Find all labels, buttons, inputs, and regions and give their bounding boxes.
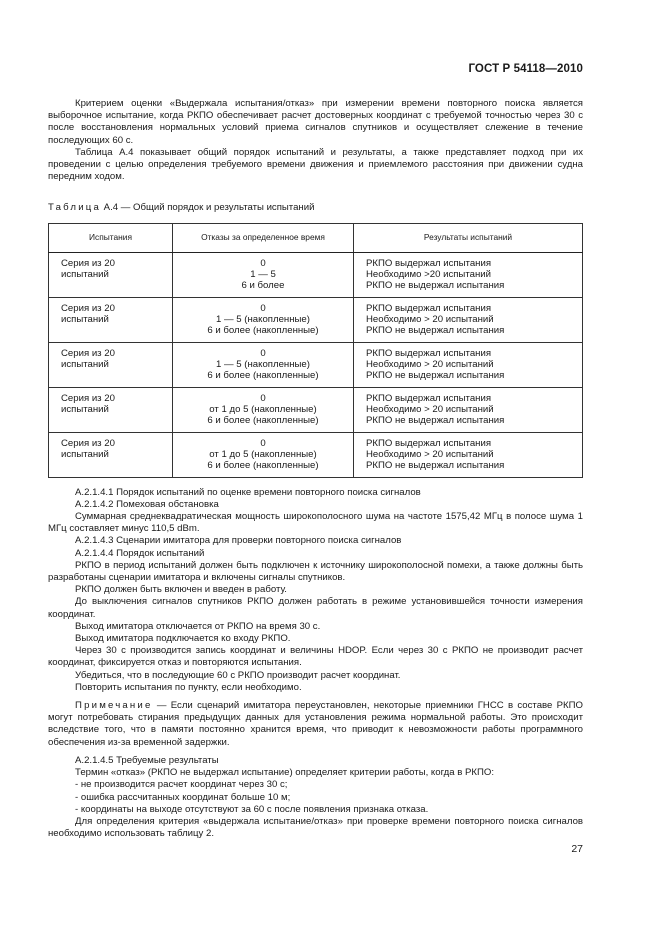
table-caption [48,202,583,214]
cell-test: Серия из 20 испытаний [49,387,173,432]
paragraph: Для определения критерия «выдержала испытание/отказ» при проверке времени повторного поиска сигналов необходимо использовать таблицу 2. [48,815,583,840]
list-item: - не производится расчет координат через 30 с; [75,779,288,791]
cell-results: РКПО выдержал испытания Необходимо > 20 испытаний РКПО не выдержал испытания [354,387,583,432]
paragraph: Повторить испытания по пункту, если необходимо. [75,681,302,693]
paragraph: Убедиться, что в последующие 60 с РКПО производит расчет координат. [75,669,401,681]
paragraph: Термин «отказ» (РКПО не выдержал испытание) определяет критерии работы, когда в РКПО: [75,767,495,779]
document-code: ГОСТ Р 54118—2010 [468,63,583,75]
section-heading: А.2.1.4.5 Требуемые результаты [75,754,219,766]
cell-results: РКПО выдержал испытания Необходимо >20 испытаний РКПО не выдержал испытания [354,252,583,297]
header-results: Результаты испытаний [354,223,583,252]
cell-failures: 0 от 1 до 5 (накопленные) 6 и более (накопленные) [173,432,354,477]
header-tests: Испытания [49,223,173,252]
table-row [49,387,583,432]
list-item: - ошибка рассчитанных координат больше 10 м; [75,791,291,803]
paragraph-criterion: Критерием оценки «Выдержала испытания/отказ» при измерении времени повторного поиска является выборочное испытание, когда РКПО обеспечивает расчет достоверных координат с требуемой точностью через 30 с после восстановления нормальных условий приема сигналов спутников и осуществляет слежение в течение последующих 60 с. [48,98,583,146]
header-failures: Отказы за определенное время [173,223,354,252]
table-row [49,252,583,297]
section-heading: А.2.1.4.3 Сценарии имитатора для проверки повторного поиска сигналов [75,535,402,547]
cell-results: РКПО выдержал испытания Необходимо > 20 испытаний РКПО не выдержал испытания [354,297,583,342]
paragraph: Выход имитатора отключается от РКПО на время 30 с. [75,620,321,632]
note-paragraph [48,700,583,749]
cell-failures: 0 1 — 5 6 и более [173,252,354,297]
table-row [49,342,583,387]
results-table [48,223,583,478]
paragraph-table-intro: Таблица А.4 показывает общий порядок испытаний и результаты, а также представляет подход при их проведении с целью определения требуемого времени движения и приемлемого расстояния при движении судна передним ходом. [48,146,583,183]
paragraph: Суммарная среднеквадратическая мощность широкополосного шума на частоте 1575,42 МГц в полосе шума 1 МГц составляет минус 110,5 dBm. [48,511,583,535]
note-label: Примечание [75,700,153,712]
cell-failures: 0 от 1 до 5 (накопленные) 6 и более (накопленные) [173,387,354,432]
paragraph: До выключения сигналов спутников РКПО должен работать в режиме установившейся точности измерения координат. [48,596,583,620]
table-row [49,432,583,477]
table-header-row [49,223,583,252]
page-number: 27 [571,843,583,855]
table-row [49,297,583,342]
table-caption-text: А.4 — Общий порядок и результаты испытаний [101,202,315,214]
page-content [48,98,583,840]
cell-test: Серия из 20 испытаний [49,432,173,477]
list-item: - координаты на выходе отсутствуют за 60 с после появления признака отказа. [75,803,429,815]
cell-results: РКПО выдержал испытания Необходимо > 20 испытаний РКПО не выдержал испытания [354,432,583,477]
paragraph: РКПО в период испытаний должен быть подключен к источнику широкополосной помехи, а также должны быть разработаны сценарии имитатора и включены сигналы спутников. [48,559,583,584]
table-caption-prefix: Таблица [48,202,102,214]
paragraph: Через 30 с производится запись координат и величины HDOP. Если через 30 с РКПО не производит расчет координат, фиксируется отказ и повторяются испытания. [48,645,583,669]
note-text: — Если сценарий имитатора переустановлен, некоторые приемники ГНСС в составе РКПО могут потребовать стирания предыдущих данных для установления режима нормальной работы. Это происходит вследствие того, что в памяти постоянно хранится время, что приводит к невозможности работы программного обеспечения из-за временной задержки. [48,700,583,748]
cell-failures: 0 1 — 5 (накопленные) 6 и более (накопленные) [173,342,354,387]
cell-results: РКПО выдержал испытания Необходимо > 20 испытаний РКПО не выдержал испытания [354,342,583,387]
cell-test: Серия из 20 испытаний [49,297,173,342]
paragraph: РКПО должен быть включен и введен в работу. [75,584,287,596]
cell-test: Серия из 20 испытаний [49,252,173,297]
results-section [48,755,583,840]
section-heading: А.2.1.4.2 Помеховая обстановка [75,498,219,510]
paragraph: Выход имитатора подключается ко входу РКПО. [75,633,291,645]
section-heading: А.2.1.4.1 Порядок испытаний по оценке времени повторного поиска сигналов [75,486,421,498]
procedure-section [48,487,583,694]
cell-failures: 0 1 — 5 (накопленные) 6 и более (накопленные) [173,297,354,342]
section-heading: А.2.1.4.4 Порядок испытаний [75,547,205,559]
cell-test: Серия из 20 испытаний [49,342,173,387]
